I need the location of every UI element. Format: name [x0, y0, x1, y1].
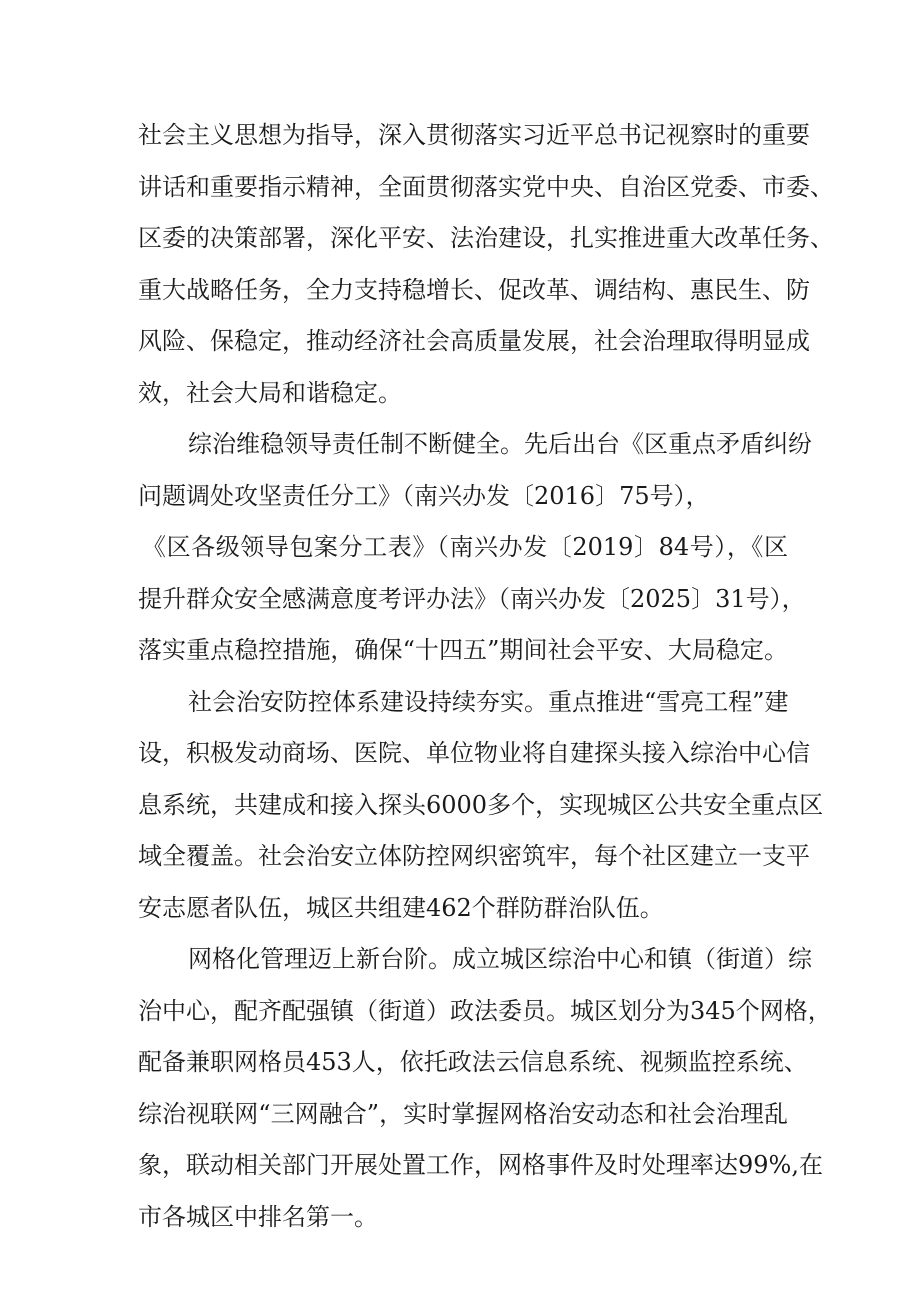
document-body: [138, 110, 834, 1243]
paragraph-1-line-3: 区委的决策部署，深化平安、法治建设，扎实推进重大改革任务、: [138, 224, 834, 252]
paragraph-2-line-3: 《区各级领导包案分工表》（南兴办发〔2019〕84号），《区: [142, 533, 788, 561]
paragraph-2-line-4: 提升群众安全感满意度考评办法》（南兴办发〔2025〕31号），: [138, 584, 806, 613]
paragraph-2-line-5: 落实重点稳控措施，确保“十四五”期间社会平安、大局稳定。: [138, 636, 788, 664]
paragraph-3-line-3: 息系统，共建成和接入探头6000多个，实现城区公共安全重点区: [138, 790, 824, 819]
paragraph-2-line-1: 综治维稳领导责任制不断健全。先后出台《区重点矛盾纠纷: [188, 430, 812, 458]
paragraph-4-line-6: 市各城区中排名第一。: [138, 1202, 378, 1231]
paragraph-1-line-1: 社会主义思想为指导，深入贯彻落实习近平总书记视察时的重要: [138, 121, 810, 149]
paragraph-3-line-1: 社会治安防控体系建设持续夯实。重点推进“雪亮工程”建: [188, 687, 789, 716]
paragraph-2-line-2: 问题调处攻坚责任分工》（南兴办发〔2016〕75号），: [138, 481, 710, 510]
paragraph-1-line-6: 效，社会大局和谐稳定。: [138, 378, 402, 407]
paragraph-4-line-2: 治中心，配齐配强镇（街道）政法委员。城区划分为345个网格，: [138, 996, 832, 1025]
paragraph-1-line-5: 风险、保稳定，推动经济社会高质量发展，社会治理取得明显成: [138, 327, 810, 355]
paragraph-4-line-3: 配备兼职网格员453人，依托政法云信息系统、视频监控系统、: [138, 1048, 808, 1076]
paragraph-1-line-2: 讲话和重要指示精神，全面贯彻落实党中央、自治区党委、市委、: [138, 172, 834, 201]
paragraph-3-line-5: 安志愿者队伍，城区共组建462个群防群治队伍。: [138, 893, 664, 922]
paragraph-1-line-4: 重大战略任务，全力支持稳增长、促改革、调结构、惠民生、防: [138, 275, 810, 304]
paragraph-4-line-4: 综治视联网“三网融合”，实时掌握网格治安动态和社会治理乱: [138, 1099, 788, 1128]
paragraph-3-line-2: 设，积极发动商场、医院、单位物业将自建探头接入综治中心信: [138, 739, 810, 767]
paragraph-4-line-1: 网格化管理迈上新台阶。成立城区综治中心和镇（街道）综: [188, 945, 812, 973]
paragraph-3-line-4: 域全覆盖。社会治安立体防控网织密筑牢，每个社区建立一支平: [138, 842, 810, 870]
paragraph-4-line-5: 象，联动相关部门开展处置工作，网格事件及时处理率达99%,在: [138, 1151, 823, 1179]
